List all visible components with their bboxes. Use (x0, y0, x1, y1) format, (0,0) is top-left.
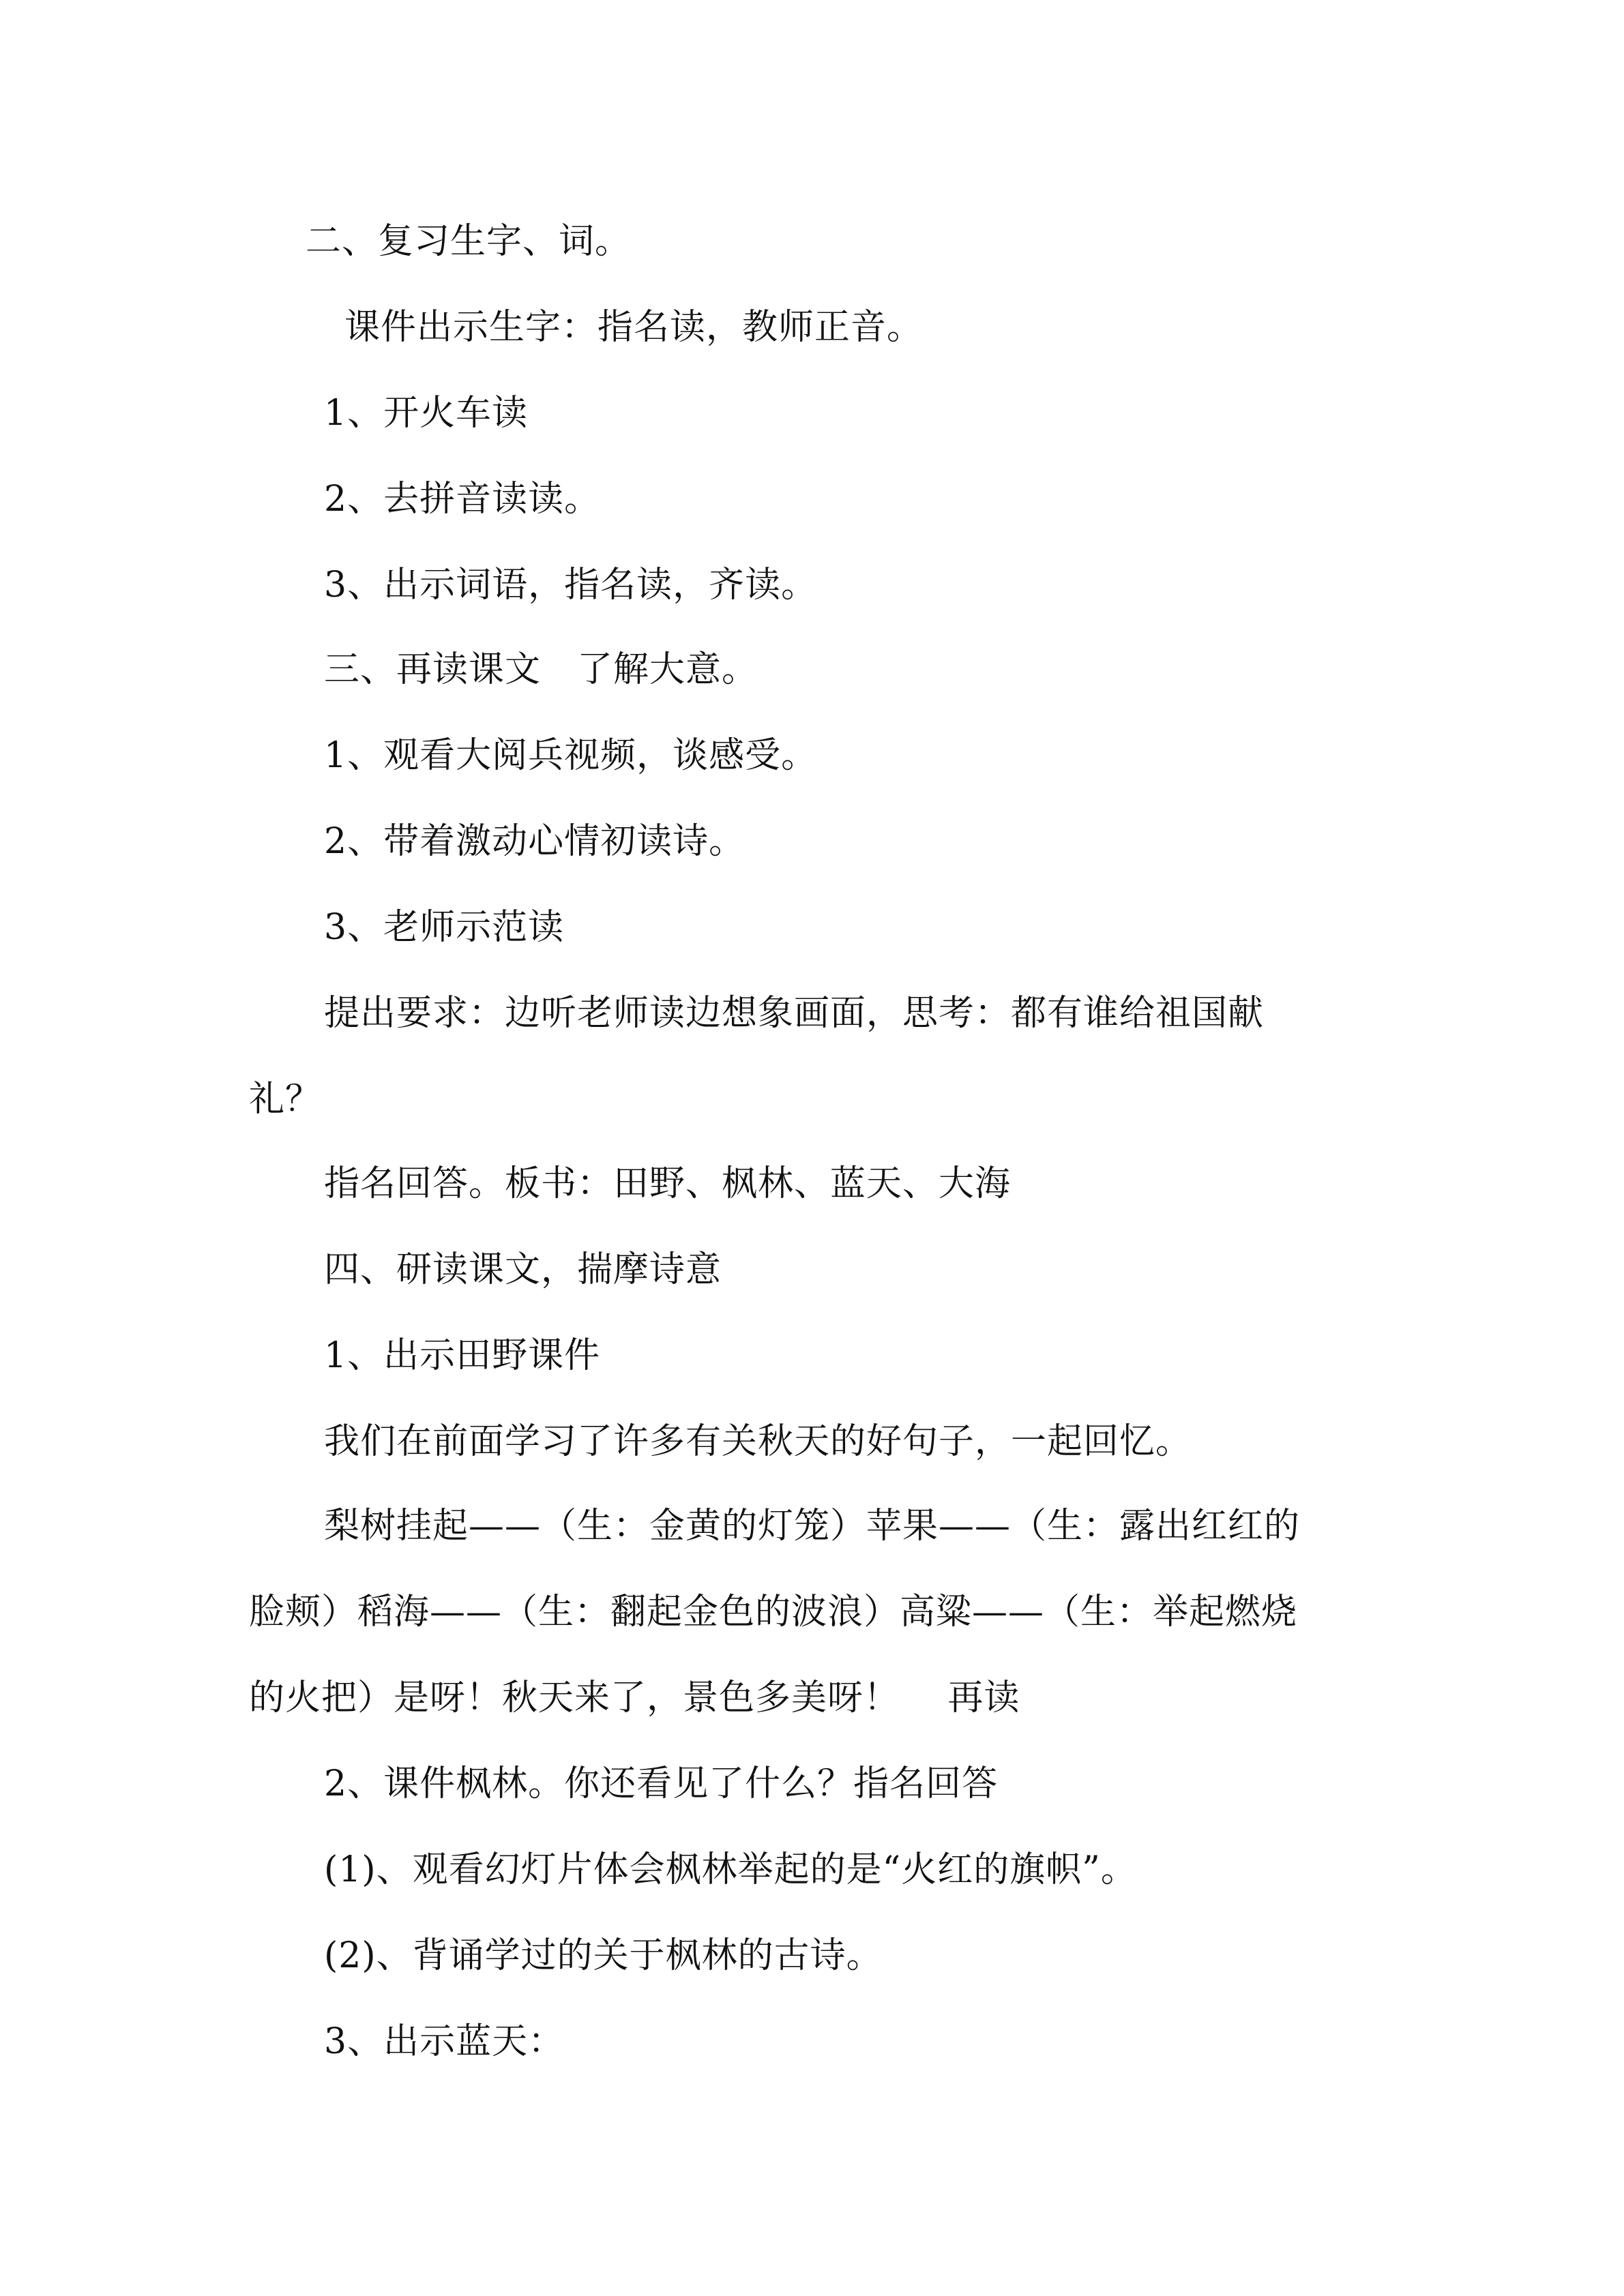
list-item-watch-parade: 1、观看大阅兵视频，谈感受。 (324, 735, 818, 776)
paragraph-autumn-sentences-cont2: 的火把）是呀！秋天来了，景色多美呀！ 再读 (249, 1678, 1020, 1718)
list-item-blue-sky: 3、出示蓝天： (324, 2021, 565, 2062)
list-item-train-reading: 1、开火车读 (324, 393, 529, 434)
list-item-maple-forest: 2、课件枫林。你还看见了什么？指名回答 (324, 1763, 999, 1804)
heading-study-text: 四、研读课文，揣摩诗意 (324, 1249, 722, 1290)
list-item-remove-pinyin: 2、去拼音读读。 (324, 479, 601, 520)
paragraph-requirements-cont: 礼？ (249, 1079, 322, 1120)
paragraph-autumn-sentences-cont1: 脸颊）稻海——（生：翻起金色的波浪）高粱——（生：举起燃烧 (249, 1592, 1298, 1632)
list-item-slides-flag: (1)、观看幻灯片体会枫林举起的是“火红的旗帜”。 (324, 1849, 1137, 1890)
paragraph-autumn-sentences: 梨树挂起——（生：金黄的灯笼）苹果——（生：露出红红的 (324, 1506, 1301, 1547)
paragraph-blackboard: 指名回答。板书：田野、枫林、蓝天、大海 (324, 1163, 1012, 1204)
list-item-show-words: 3、出示词语，指名读，齐读。 (324, 565, 818, 606)
paragraph-show-characters: 课件出示生字：指名读，教师正音。 (344, 307, 924, 348)
paragraph-requirements: 提出要求：边听老师读边想象画面，思考：都有谁给祖国献 (324, 993, 1265, 1034)
paragraph-recall: 我们在前面学习了许多有关秋天的好句子，一起回忆。 (324, 1421, 1192, 1462)
list-item-fields: 1、出示田野课件 (324, 1335, 601, 1376)
list-item-recite-poem: (2)、背诵学过的关于枫林的古诗。 (324, 1935, 883, 1976)
list-item-first-read: 2、带着激动心情初读诗。 (324, 821, 745, 862)
list-item-teacher-demo: 3、老师示范读 (324, 907, 565, 948)
heading-review-characters: 二、复习生字、词。 (306, 221, 632, 262)
heading-reread-text: 三、再读课文 了解大意。 (324, 649, 758, 690)
